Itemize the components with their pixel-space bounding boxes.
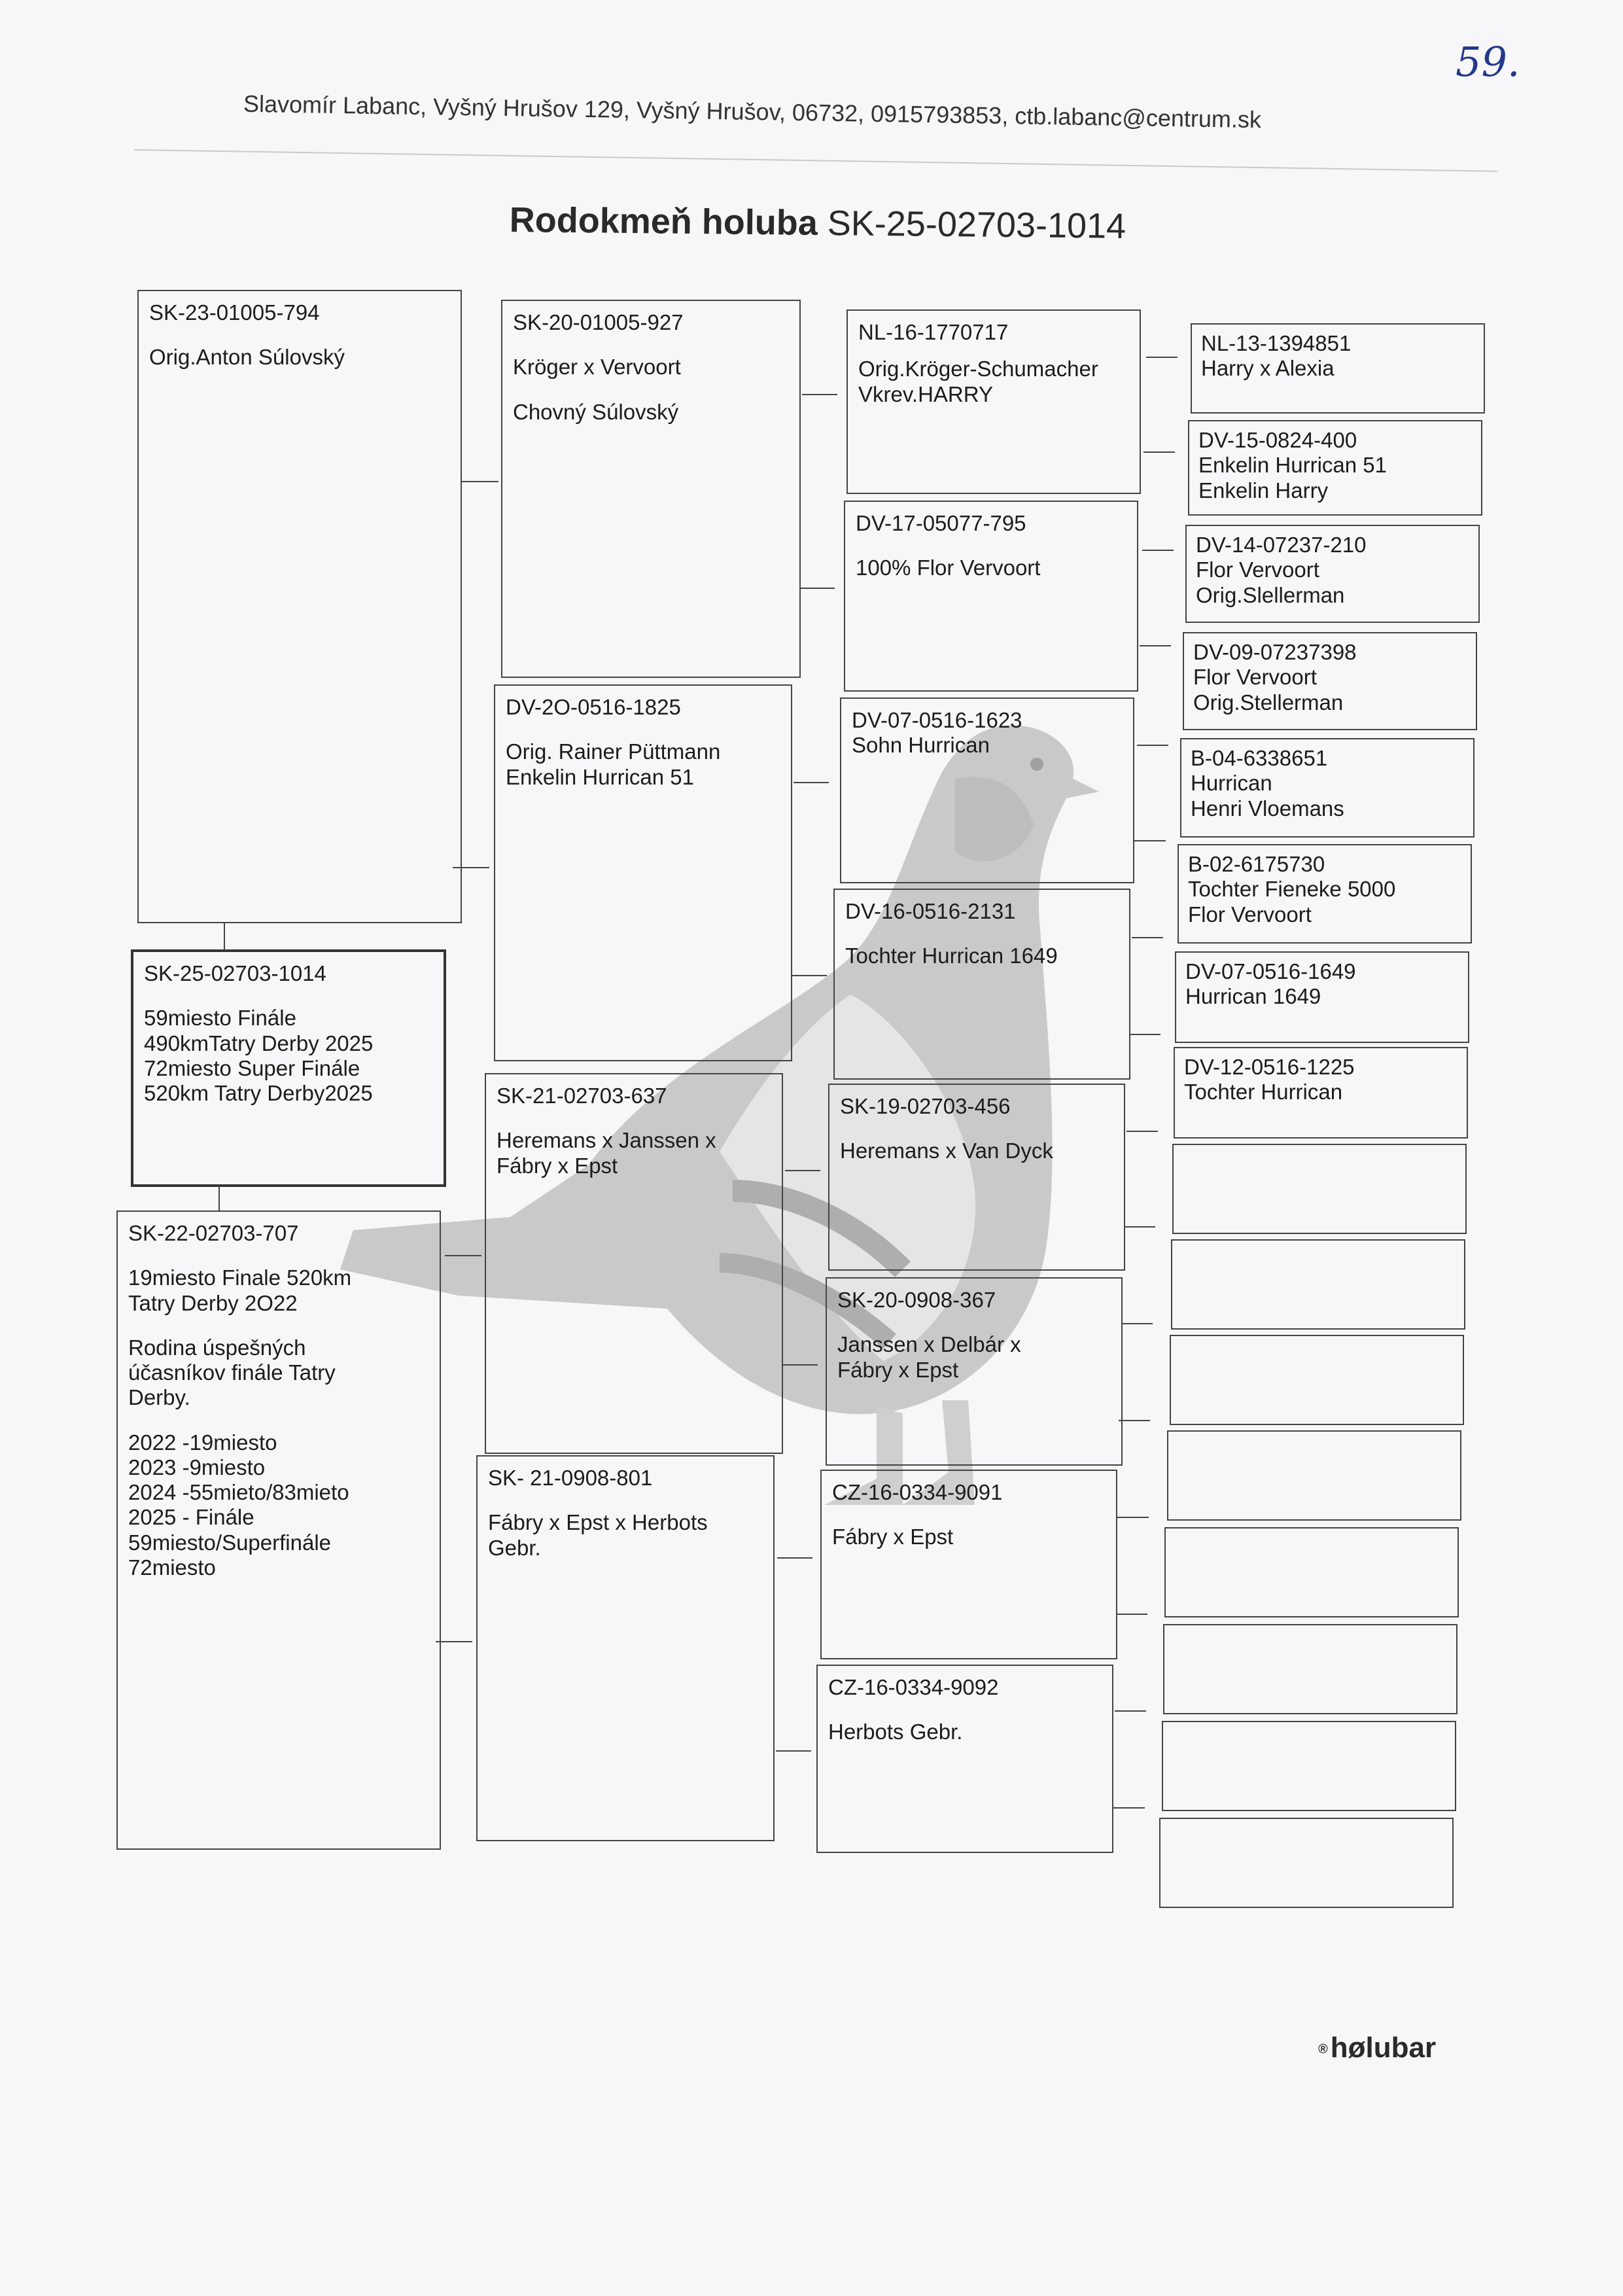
empty-g4-box: [1159, 1818, 1454, 1908]
great-grandparent-ring: DV-17-05077-795: [856, 511, 1026, 535]
great-grandparent-box: [820, 1470, 1117, 1659]
g4-line: Orig.Stellerman: [1193, 690, 1344, 715]
father-note: Orig.Anton Súlovský: [149, 345, 345, 370]
great-grandparent-line: Fábry x Epst: [832, 1525, 954, 1549]
page-title: [393, 198, 1244, 248]
connector: [777, 1557, 812, 1559]
g4-ring: DV-14-07237-210: [1196, 533, 1367, 557]
breeder-contact-line: Slavomír Labanc, Vyšný Hrušov 129, Vyšný Hrušov, 06732, 0915793853, ctb.labanc@centrum.sk: [243, 90, 1262, 133]
g4-line: Tochter Fieneke 5000: [1188, 877, 1396, 902]
subject-line: 520km Tatry Derby2025: [144, 1081, 373, 1106]
empty-g4-box: [1167, 1430, 1461, 1521]
connector: [218, 1187, 220, 1210]
connector: [1121, 1323, 1153, 1324]
great-grandparent-line: Sohn Hurrican: [852, 733, 990, 758]
great-grandparent-line: Tochter Hurrican 1649: [845, 944, 1058, 968]
great-grandparent-line: Heremans x Van Dyck: [840, 1139, 1053, 1163]
g4-ring: DV-09-07237398: [1193, 640, 1357, 664]
great-grandparent-line: Janssen x Delbár x: [837, 1332, 1021, 1357]
holubar-logo: [1318, 2032, 1436, 2064]
mother-line: 2025 - Finále: [128, 1505, 254, 1530]
g4-ring: DV-12-0516-1225: [1184, 1055, 1355, 1079]
connector: [1116, 1614, 1147, 1615]
g4-line: Hurrican 1649: [1185, 984, 1321, 1009]
grandparent-ring: SK-20-01005-927: [513, 310, 684, 334]
g4-box: [1178, 844, 1472, 944]
grandparent-box: [485, 1073, 783, 1454]
mother-line: Derby.: [128, 1385, 190, 1410]
mother-line: 59miesto/Superfinále: [128, 1530, 332, 1555]
g4-line: Enkelin Harry: [1198, 478, 1329, 503]
great-grandparent-box: [833, 889, 1130, 1080]
g4-line: Harry x Alexia: [1201, 356, 1335, 381]
connector: [785, 1170, 820, 1171]
g4-ring: B-04-6338651: [1191, 746, 1328, 770]
empty-g4-box: [1162, 1721, 1456, 1811]
connector: [1140, 645, 1171, 646]
connector: [453, 867, 489, 868]
great-grandparent-ring: DV-07-0516-1623: [852, 708, 1022, 732]
grandparent-line: Gebr.: [488, 1535, 541, 1560]
subject-box: [131, 949, 446, 1187]
grandparent-line: Orig. Rainer Püttmann: [506, 739, 721, 764]
connector: [776, 1750, 811, 1752]
g4-ring: DV-07-0516-1649: [1185, 959, 1356, 983]
connector: [1126, 1131, 1158, 1132]
mother-ring: SK-22-02703-707: [128, 1221, 299, 1245]
g4-box: [1175, 951, 1469, 1043]
mother-line: 2024 -55mieto/83mieto: [128, 1480, 349, 1505]
connector: [782, 1364, 818, 1366]
connector: [436, 1641, 472, 1642]
registered-mark-icon: ®: [1318, 2041, 1328, 2057]
great-grandparent-box: [844, 501, 1138, 692]
grandparent-line: Heremans x Janssen x: [497, 1128, 716, 1153]
g4-line: Orig.Slellerman: [1196, 582, 1345, 607]
great-grandparent-ring: DV-16-0516-2131: [845, 899, 1016, 923]
great-grandparent-line: 100% Flor Vervoort: [856, 556, 1041, 580]
header-divider: [134, 149, 1498, 172]
connector: [1137, 745, 1168, 746]
great-grandparent-line: Herbots Gebr.: [828, 1720, 963, 1744]
empty-g4-box: [1164, 1527, 1459, 1617]
grandparent-box: [494, 684, 792, 1061]
connector: [462, 481, 498, 482]
great-grandparent-line: Fábry x Epst: [837, 1357, 959, 1382]
title-ring-number: SK-25-02703-1014: [827, 203, 1126, 246]
connector: [1129, 1034, 1161, 1035]
g4-line: Hurrican: [1191, 771, 1272, 796]
subject-line: 72miesto Super Finále: [144, 1055, 360, 1080]
mother-line: 19miesto Finale 520km: [128, 1265, 352, 1290]
g4-box: [1174, 1047, 1468, 1139]
grandparent-ring: SK-21-02703-637: [497, 1084, 667, 1108]
connector: [1124, 1226, 1155, 1227]
grandparent-line: Chovný Súlovský: [513, 399, 679, 424]
great-grandparent-line: Vkrev.HARRY: [858, 381, 993, 406]
grandparent-box: [501, 300, 801, 678]
connector: [792, 975, 827, 976]
grandparent-line: Enkelin Hurrican 51: [506, 764, 694, 789]
mother-line: 2023 -9miesto: [128, 1455, 266, 1479]
subject-line: 490kmTatry Derby 2025: [144, 1031, 374, 1055]
subject-line: 59miesto Finále: [144, 1006, 296, 1031]
mother-line: Tatry Derby 2O22: [128, 1290, 298, 1315]
empty-g4-box: [1172, 1144, 1467, 1234]
logo-text: hølubar: [1330, 2032, 1437, 2064]
father-ring: SK-23-01005-794: [149, 300, 320, 325]
connector: [1117, 1517, 1149, 1518]
empty-g4-box: [1163, 1624, 1457, 1714]
grandparent-ring: SK- 21-0908-801: [488, 1466, 653, 1490]
g4-line: Flor Vervoort: [1188, 902, 1312, 927]
g4-box: [1180, 738, 1475, 838]
connector: [794, 782, 829, 783]
grandparent-ring: DV-2O-0516-1825: [506, 695, 681, 719]
g4-ring: B-02-6175730: [1188, 852, 1325, 876]
grandparent-line: Fábry x Epst: [497, 1153, 618, 1178]
empty-g4-box: [1171, 1239, 1465, 1330]
great-grandparent-box: [826, 1277, 1123, 1466]
mother-box: [116, 1210, 441, 1850]
great-grandparent-line: Orig.Kröger-Schumacher: [858, 357, 1098, 381]
title-label: Rodokmeň holuba: [509, 200, 818, 243]
connector: [445, 1255, 481, 1256]
g4-line: Enkelin Hurrican 51: [1198, 453, 1387, 478]
great-grandparent-ring: CZ-16-0334-9091: [832, 1480, 1003, 1504]
mother-line: Rodina úspešných: [128, 1335, 306, 1360]
connector: [1115, 1710, 1146, 1712]
g4-ring: NL-13-1394851: [1201, 331, 1352, 355]
great-grandparent-ring: NL-16-1770717: [858, 320, 1009, 344]
g4-box: [1191, 323, 1485, 414]
connector: [1132, 937, 1163, 938]
mother-line: 72miesto: [128, 1555, 216, 1580]
connector: [1143, 451, 1175, 453]
g4-line: Flor Vervoort: [1193, 665, 1317, 690]
connector: [1119, 1420, 1150, 1421]
connector: [1146, 357, 1178, 358]
grandparent-line: Kröger x Vervoort: [513, 355, 681, 380]
g4-box: [1183, 632, 1477, 730]
empty-g4-box: [1170, 1335, 1464, 1425]
great-grandparent-ring: SK-19-02703-456: [840, 1094, 1011, 1118]
connector: [802, 394, 837, 395]
great-grandparent-box: [816, 1665, 1113, 1853]
connector: [799, 588, 835, 589]
grandparent-box: [476, 1455, 775, 1841]
mother-line: 2022 -19miesto: [128, 1430, 277, 1455]
connector: [1134, 840, 1166, 841]
g4-line: Tochter Hurrican: [1184, 1080, 1343, 1104]
connector: [1113, 1807, 1145, 1809]
connector: [1142, 550, 1174, 551]
g4-box: [1188, 420, 1482, 516]
grandparent-line: Fábry x Epst x Herbots: [488, 1510, 708, 1535]
great-grandparent-box: [840, 698, 1134, 883]
subject-ring: SK-25-02703-1014: [144, 961, 326, 985]
great-grandparent-box: [828, 1084, 1125, 1271]
mother-line: účasníkov finále Tatry: [128, 1360, 336, 1385]
great-grandparent-box: [846, 309, 1141, 494]
g4-ring: DV-15-0824-400: [1198, 428, 1357, 452]
g4-line: Henri Vloemans: [1191, 796, 1344, 821]
g4-line: Flor Vervoort: [1196, 557, 1319, 582]
page-number: 59.: [1456, 38, 1520, 86]
great-grandparent-ring: SK-20-0908-367: [837, 1288, 996, 1312]
g4-box: [1185, 525, 1480, 623]
great-grandparent-ring: CZ-16-0334-9092: [828, 1675, 999, 1699]
father-box: [137, 290, 462, 923]
connector: [224, 923, 225, 949]
